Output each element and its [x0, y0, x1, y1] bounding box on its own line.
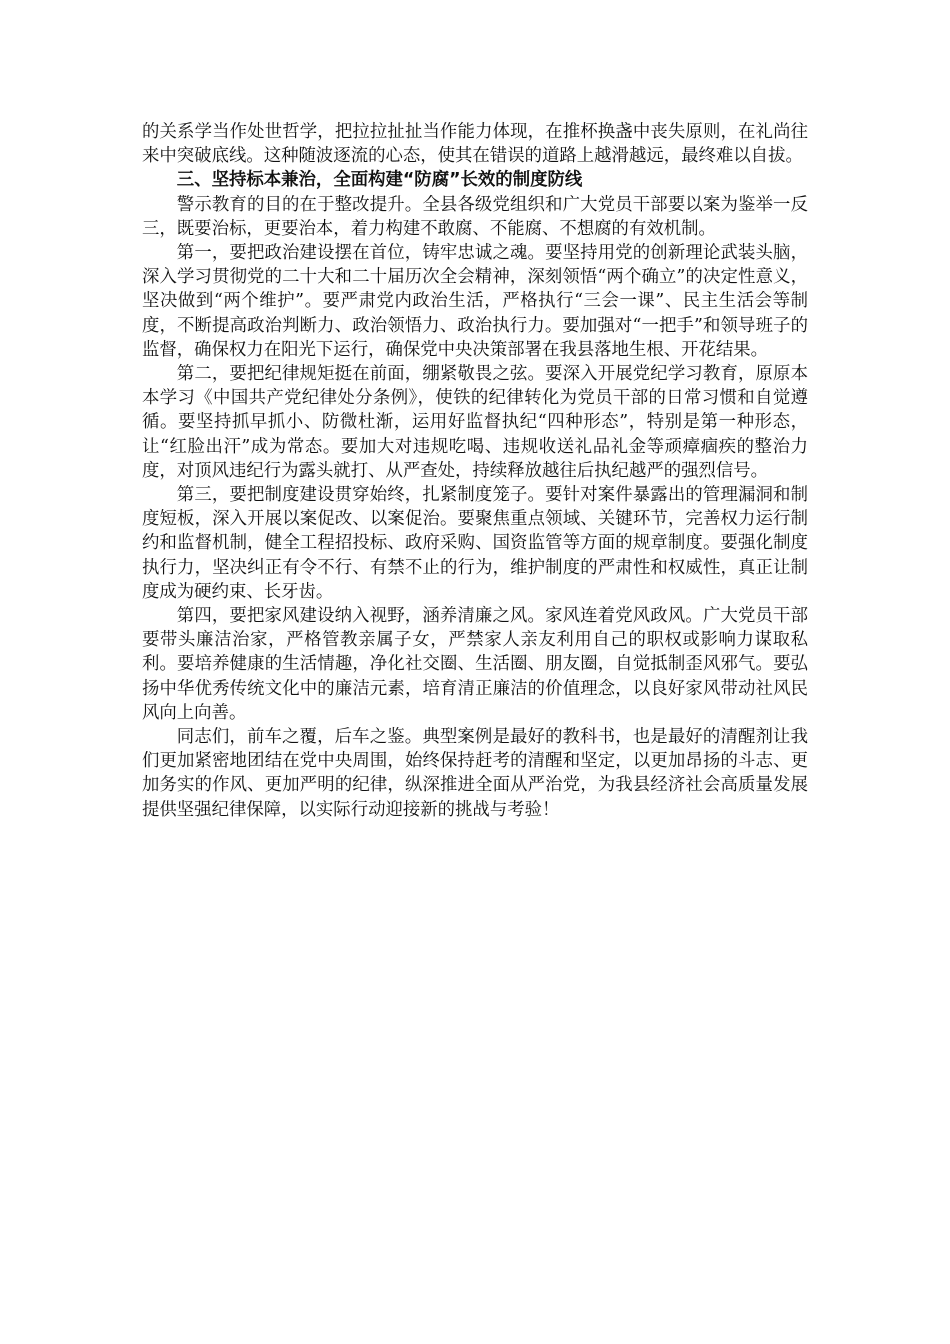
paragraph-fourth-point: 第四，要把家风建设纳入视野，涵养清廉之风。家风连着党风政风。广大党员干部要带头廉洁治家，严格管教亲属子女，严禁家人亲友利用自己的职权或影响力谋取私利。要培养健康的生活情趣，净化社交圈、生活圈、朋友圈，自觉抵制歪风邪气。要弘扬中华优秀传统文化中的廉洁元素，培育清正廉洁的价值理念，以良好家风带动社风民风向上向善。 — [142, 606, 808, 723]
paragraph-second-point: 第二，要把纪律规矩挺在前面，绷紧敬畏之弦。要深入开展党纪学习教育，原原本本学习《中国共产党纪律处分条例》，使铁的纪律转化为党员干部的日常习惯和自觉遵循。要坚持抓早抓小、防微杜渐，运用好监督执纪“四种形态”，特别是第一种形态，让“红脸出汗”成为常态。要加大对违规吃喝、违规收送礼品礼金等顽瘴痼疾的整治力度，对顶风违纪行为露头就打、从严查处，持续释放越往后执纪越严的强烈信号。 — [142, 364, 808, 481]
paragraph-first-point: 第一，要把政治建设摆在首位，铸牢忠诚之魂。要坚持用党的创新理论武装头脑，深入学习贯彻党的二十大和二十届历次全会精神，深刻领悟“两个确立”的决定性意义，坚决做到“两个维护”。要严肃党内政治生活，严格执行“三会一课”、民主生活会等制度，不断提高政治判断力、政治领悟力、政治执行力。要加强对“一把手”和领导班子的监督，确保权力在阳光下运行，确保党中央决策部署在我县落地生根、开花结果。 — [142, 243, 808, 360]
document-body — [142, 120, 808, 822]
paragraph-intro: 警示教育的目的在于整改提升。全县各级党组织和广大党员干部要以案为鉴举一反三，既要治标，更要治本，着力构建不敢腐、不能腐、不想腐的有效机制。 — [142, 194, 808, 239]
paragraph-conclusion: 同志们，前车之覆，后车之鉴。典型案例是最好的教科书，也是最好的清醒剂让我们更加紧密地团结在党中央周围，始终保持赶考的清醒和坚定，以更加昂扬的斗志、更加务实的作风、更加严明的纪律，纵深推进全面从严治党，为我县经济社会高质量发展提供坚强纪律保障，以实际行动迎接新的挑战与考验！ — [142, 727, 808, 820]
continuation-paragraph: 的关系学当作处世哲学，把拉拉扯扯当作能力体现，在推杯换盏中丧失原则，在礼尚往来中突破底线。这种随波逐流的心态，使其在错误的道路上越滑越远，最终难以自拔。 — [142, 122, 808, 167]
section-heading: 三、坚持标本兼治，全面构建“防腐”长效的制度防线 — [176, 170, 583, 191]
paragraph-third-point: 第三，要把制度建设贯穿始终，扎紧制度笼子。要针对案件暴露出的管理漏洞和制度短板，深入开展以案促改、以案促治。要聚焦重点领域、关键环节，完善权力运行制约和监督机制，健全工程招投标、政府采购、国资监管等方面的规章制度。要强化制度执行力，坚决纠正有令不行、有禁不止的行为，维护制度的严肃性和权威性，真正让制度成为硬约束、长牙齿。 — [142, 485, 808, 602]
